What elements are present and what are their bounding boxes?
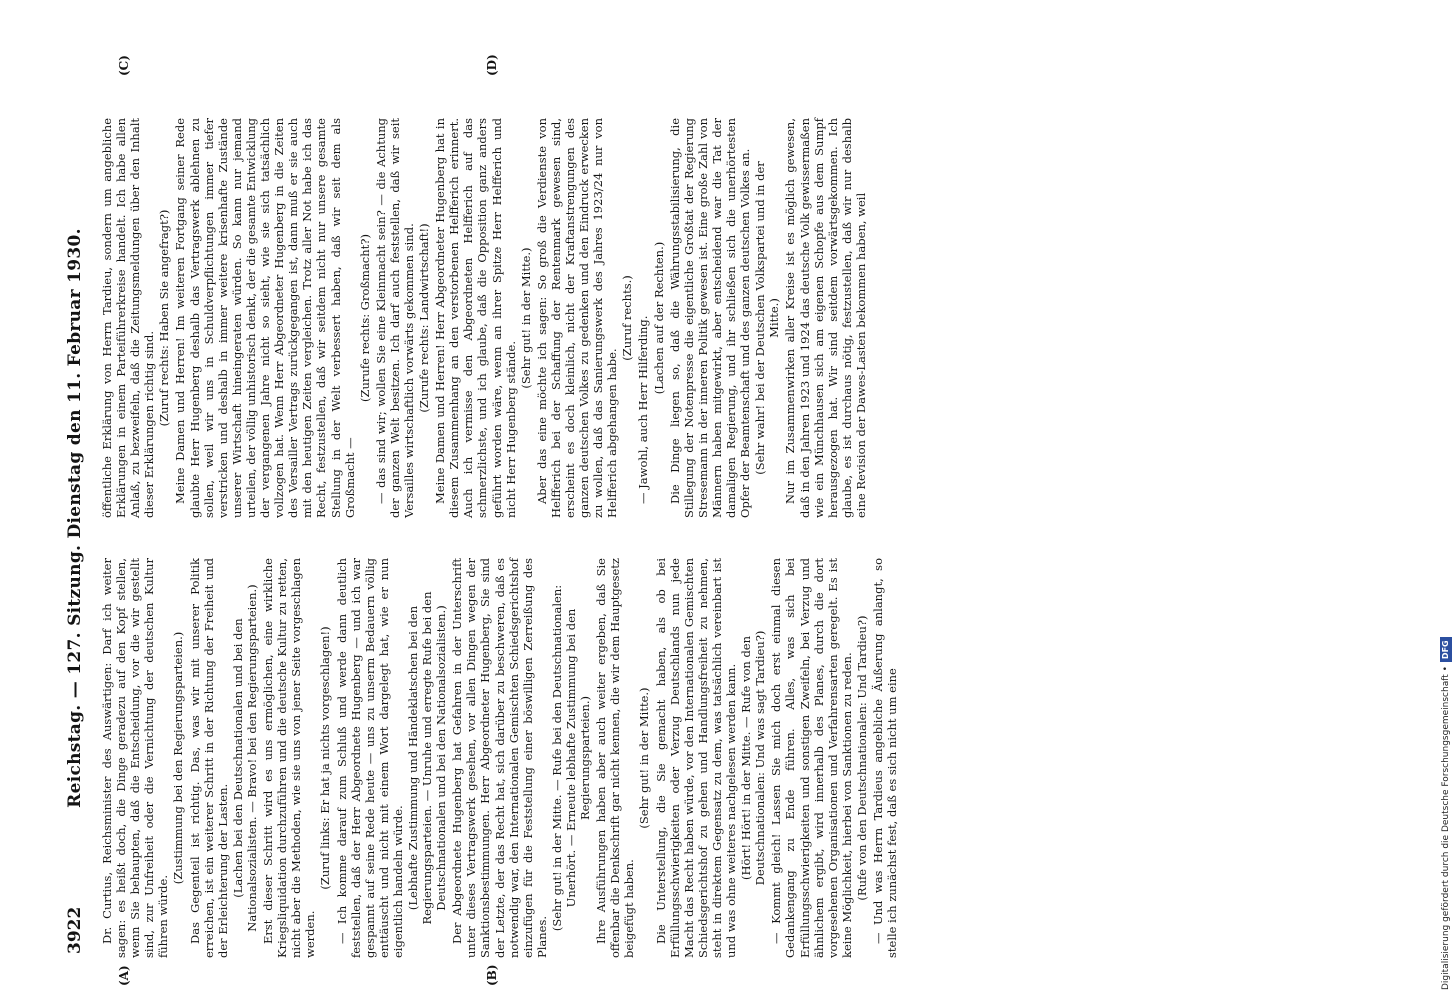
paragraph: — Und was Herrn Tardieus angebliche Äußerung anlangt, so stelle ich zunächst fest, daß es sich nicht um eine (870, 558, 900, 958)
interjection: (Lachen bei den Deutschnationalen und bei den Nationalsozialisten. — Bravo! bei den Regierungsparteien.) (230, 584, 259, 932)
paragraph: öffentliche Erklärung von Herrn Tardieu, sondern um angebliche Erklärungen in einem Parteiführerkreise handelt. Ich habe allen Anlaß, zu bezweifeln, daß die Zeitungsmeldungen über den Inhalt dieser Erklärungen richtig sind. (100, 118, 157, 518)
paragraph: Dr. Curtius, Reichsminister des Auswärtigen: Darf ich weiter sagen: es heißt doch, die Dinge geradezu auf den Kopf stellen, wenn Sie behaupten, daß die Entscheidung, vor die wir gestellt sind, zur Unfreiheit oder die Vernichtung der deutschen Kultur führen würde. (100, 558, 171, 958)
interjection: (Zuruf rechts.) (620, 275, 635, 361)
dfg-logo: DFG (1440, 637, 1452, 662)
page-title: Reichstag. — 127. Sitzung. Dienstag den 11. Februar 1930. (65, 228, 85, 808)
paragraph: — das sind wir; wollen Sie eine Kleinmacht sein? — die Achtung der ganzen Welt besitzen. Ich darf auch feststellen, daß wir seit Versailles wirtschaftlich vorwärts gekommen sind. (373, 118, 416, 518)
paragraph: Erst dieser Schritt wird es uns ermöglichen, eine wirkliche Kriegsliquidation durchzuführen und die deutsche Kultur zu retten, nicht aber die Methoden, wie sie uns von jener Seite vorgeschlagen werden. (261, 558, 318, 958)
margin-marker-d: (D) (485, 54, 499, 76)
credit-text: Digitalisierung gefördert durch die Deutsche Forschungsgemeinschaft • (1441, 666, 1451, 990)
interjection: (Sehr gut! in der Mitte. — Rufe bei den Deutschnationalen: Unerhört. — Erneute lebhafte Zustimmung bei den Regierungsparteien.) (549, 584, 593, 932)
interjection: (Zurufe rechts: Großmacht?) (357, 234, 372, 402)
interjection: (Zurufe rechts: Landwirtschaft!) (417, 223, 432, 413)
right-column (100, 118, 880, 518)
interjection: (Zuruf links: Er hat ja nichts vorgeschlagen!) (318, 626, 333, 890)
interjection: (Zuruf rechts: Haben Sie angefragt?) (157, 209, 172, 427)
page-header (55, 78, 95, 958)
paragraph: Meine Damen und Herren! Im weiteren Fortgang seiner Rede glaubte Herr Hugenberg deshalb das Vertragswerk ablehnen zu sollen, weil wir uns in Schuldverpflichtungen immer tiefer verstricken und deshalb in immer weitere krisenhafte Zustände unserer Wirtschaft hineingeraten würden. So kann nur jemand urteilen, der völlig unhistorisch denkt, der die gesamte Entwicklung der vergangenen Jahre nicht so sieht, wie sie sich tatsächlich vollzogen hat. Wenn Herr Abgeordneter Hugenberg in die Zeiten des Versailler Vertrags zurückgegangen ist, dann muß er sie auch mit den heutigen Zeiten vergleichen. Trotz aller Not habe ich das Recht, festzustellen, daß wir seitdem nicht nur unsere gesamte Stellung in der Welt verbessert haben, daß wir seit dem als Großmacht — (173, 118, 357, 518)
margin-marker-a: (A) (117, 965, 131, 986)
interjection: (Zustimmung bei den Regierungsparteien.) (171, 631, 186, 885)
page-number: 3922 (65, 906, 85, 954)
paragraph: — Kommt gleich! Lassen Sie mich doch erst einmal diesen Gedankengang zu Ende führen. Alles, was sich bei Erfüllungsschwierigkeiten und sonstigen Zweifeln, bei Verzug und ähnlichem ergibt, wird innerhalb des Planes, durch die dort vorgesehenen Organisationen und Verfahrensarten geregelt. Es ist keine Möglichkeit, hierbei von Sanktionen zu reden. (769, 558, 854, 958)
paragraph: Nur im Zusammenwirken aller Kreise ist es möglich gewesen, daß in den Jahren 1923 und 1924 das deutsche Volk gewissermaßen wie ein Münchhausen sich am eigenen Schopfe aus dem Sumpf herausgezogen hat. Wir sind seitdem vorwärtsgekommen. Ich glaube, es ist durchaus nötig, festzustellen, daß wir nur deshalb eine Revision der Dawes-Lasten bekommen haben, weil (783, 118, 868, 518)
margin-marker-c: (C) (117, 55, 131, 76)
paragraph: Ihre Ausführungen haben aber auch weiter ergeben, daß Sie offenbar die Denkschrift gar nicht kennen, die wir dem Hauptgesetz beigefügt haben. (594, 558, 637, 958)
margin-marker-b: (B) (485, 964, 499, 986)
paragraph: Die Unterstellung, die Sie gemacht haben, als ob bei Erfüllungsschwierigkeiten oder Verzug Deutschlands nun jede Macht das Recht haben würde, vor den Internationalen Gemischten Schiedsgerichtshof zu gehen und Handlungsfreiheit zu nehmen, steht in direktem Gegensatz zu dem, was tatsächlich vereinbart ist und was ohne weiteres nachgelesen werden kann. (653, 558, 739, 958)
paragraph: Die Dinge liegen so, daß die Währungsstabilisierung, die Stillegung der Notenpresse die eigentliche Großtat der Regierung Stresemann in der inneren Politik gewesen ist. Eine große Zahl von Männern haben mitgewirkt, aber entscheidend war die Tat der damaligen Regierung, und ihr schließen sich die unerhörtesten Opfer der Beamtenschaft und des ganzen deutschen Volkes an. (667, 118, 753, 518)
paragraph: Aber das eine möchte ich sagen: So groß die Verdienste von Helfferich bei der Schaffung der Rentenmark gewesen sind, erscheint es doch kleinlich, nicht der Kraftanstrengungen des ganzen deutschen Volkes zu gedenken und den Eindruck erwecken zu wollen, daß das Sanierungswerk des Jahres 1923/24 nur von Helfferich abgehangen habe. (534, 118, 620, 518)
paragraph: Das Gegenteil ist richtig. Das, was wir mit unserer Politik erreichen, ist ein weiterer Schritt in der Richtung der Freiheit und der Erleichterung der Lasten. (187, 558, 230, 958)
left-column (100, 558, 900, 958)
paragraph: — Jawohl, auch Herr Hilferding. (636, 315, 651, 504)
interjection: (Rufe von den Deutschnationalen: Und Tardieu?) (854, 615, 869, 901)
paragraph: Der Abgeordnete Hugenberg hat Gefahren in der Unterschrift unter dieses Vertragswerk gesehen, vor allen Dingen wegen der Sanktionsbestimmungen. Herr Abgeordneter Hugenberg, Sie sind der Letzte, der das Recht hat, sich darüber zu beschweren, daß es notwendig war, den Internationalen Gemischten Schiedsgerichtshof einzufügen für die Feststellung einer böswilligen Zerreißung des Planes. (450, 558, 549, 958)
interjection: (Sehr gut! in der Mitte.) (637, 687, 652, 829)
paragraph: Meine Damen und Herren! Herr Abgeordneter Hugenberg hat in diesem Zusammenhang an den verstorbenen Helfferich erinnert. Auch ich vermisse den Abgeordneten Helfferich auf das schmerzlichste, und ich glaube, daß die Opposition ganz anders geführt worden wäre, wenn an ihrer Spitze Herr Helfferich und nicht Herr Hugenberg stände. (433, 118, 518, 518)
interjection: (Sehr gut! in der Mitte.) (518, 247, 533, 389)
digitization-credit (1437, 6, 1455, 990)
interjection: (Lebhafte Zustimmung und Händeklatschen bei den Regierungsparteien. — Unruhe und erregte Rufe bei den Deutschnationalen und bei den Nationalsozialisten.) (405, 591, 449, 925)
paragraph: — Ich komme darauf zum Schluß und werde dann deutlich feststellen, daß der Herr Abgeordnete Hugenberg — und ich war gespannt auf seine Rede heute — uns zu unserm Bedauern völlig enttäuscht und nicht mit einem Wort dargelegt hat, wie er nun eigentlich handeln würde. (334, 558, 405, 958)
interjection: (Hört! Hört! in der Mitte. — Rufe von den Deutschnationalen: Und was sagt Tardieu?) (739, 630, 768, 886)
interjection: (Lachen auf der Rechten.) (651, 241, 666, 395)
document-page (55, 54, 900, 986)
interjection: (Sehr wahr! bei der Deutschen Volkspartei und in der Mitte.) (753, 161, 782, 475)
